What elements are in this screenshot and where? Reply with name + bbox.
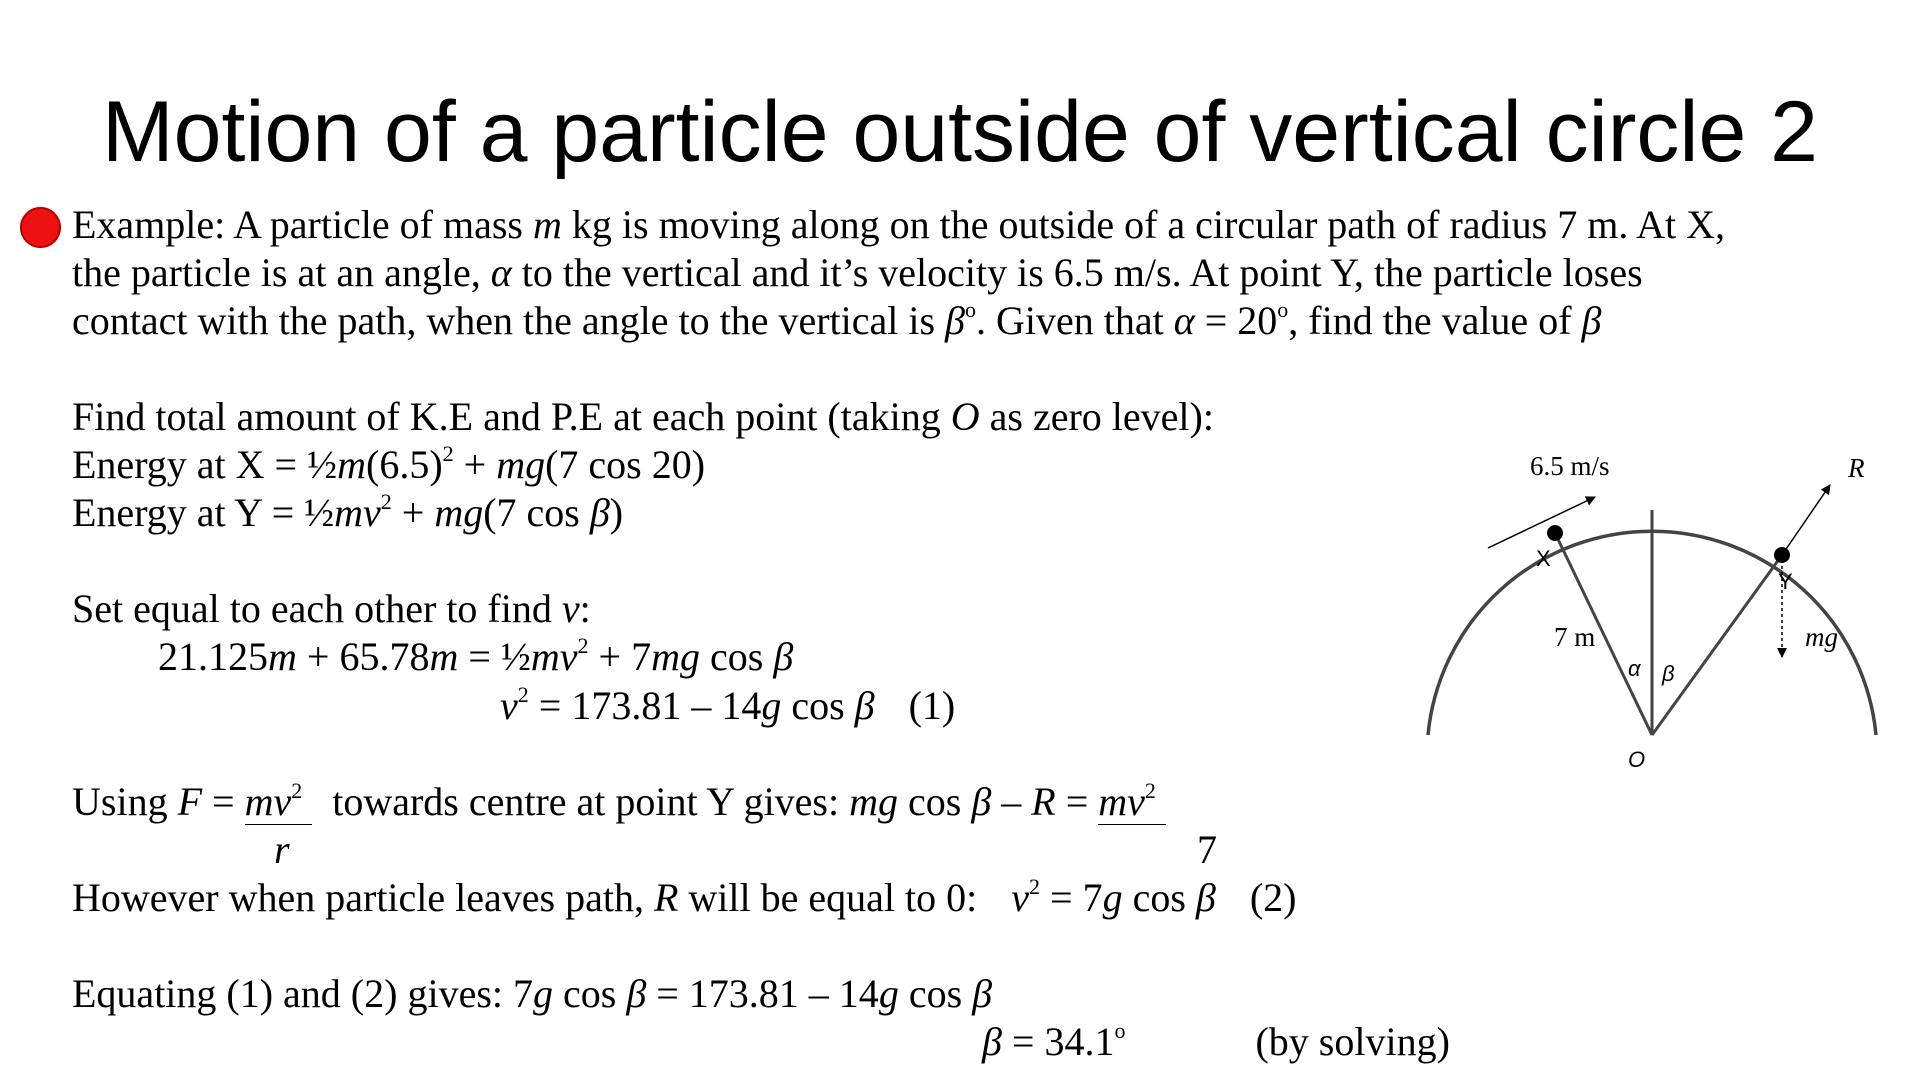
bullet-dot	[20, 207, 61, 248]
reaction-arrow	[1782, 485, 1830, 555]
velocity-label: 6.5 m/s	[1530, 451, 1610, 481]
radius-line-y	[1652, 555, 1782, 735]
by-solving-note: (by solving)	[1255, 1019, 1450, 1064]
energy-at-y: Energy at $Y = \frac{1}{2}mv^2 + mg(7$ cos β)	[72, 489, 624, 535]
point-y-label: Y	[1778, 569, 1793, 594]
equation-energy: $21.125m + 65.78m = \frac{1}{2}mv^2 + 7mg$ cos β	[158, 633, 794, 679]
fraction-numerator-r: $mv^2$	[245, 779, 313, 825]
equating-line: Equating (1) and (2) gives: 7g cos β = 173.81 – 14g cos β	[72, 971, 993, 1016]
set-equal-heading: Set equal to each other to find v:	[72, 586, 591, 631]
slide-title: Motion of a particle outside of vertical circle 2	[101, 84, 1818, 180]
point-x-label: X	[1536, 546, 1551, 571]
beta-label: β	[1662, 661, 1675, 686]
energy-heading: Find total amount of K.E and P.E at each point (taking O as zero level):	[72, 394, 1214, 439]
fraction-numerator-7: $mv^2$	[1098, 779, 1166, 825]
example-line-2: the particle is at an angle, α to the vertical and it’s velocity is 6.5 m/s. At point Y, the particle loses	[72, 250, 1643, 295]
circle-diagram	[1400, 445, 1900, 785]
equation-tag-2: (2)	[1249, 875, 1297, 920]
denominator-r: r	[274, 827, 290, 872]
equation-tag-1: (1)	[908, 683, 956, 728]
point-x-dot	[1547, 525, 1563, 541]
radius-label: 7 m	[1554, 622, 1596, 652]
example-line-3: contact with the path, when the angle to the vertical is $\beta^o$. Given that $\alpha = 20^o$, find the value of β	[72, 297, 1602, 343]
newton-line: Using $F = mv^2$ towards centre at point Y gives: mg $\cos \beta - R = mv^2$	[72, 778, 1166, 826]
velocity-arrow	[1488, 497, 1595, 548]
equation-1: $v^2 = 173.81 - 14g$ cos β (1)	[500, 682, 956, 728]
reaction-label: R	[1848, 453, 1865, 483]
result-line: $\beta = 34.1^o$ (by solving)	[982, 1018, 1450, 1064]
leaves-path-line: However when particle leaves path, R will be equal to 0: $v^2 = 7g$ cos β (2)	[72, 874, 1297, 920]
example-line-1: Example: A particle of mass m kg is moving along on the outside of a circular path of radius 7 m. At X,	[72, 202, 1726, 247]
denominator-7: 7	[1197, 827, 1217, 872]
point-y-dot	[1774, 547, 1790, 563]
centre-label: O	[1628, 747, 1646, 772]
alpha-label: α	[1628, 656, 1641, 681]
energy-at-x: Energy at $X = \frac{1}{2}m(6.5)^2 + mg(7$ cos 20)	[72, 441, 706, 487]
weight-label: mg	[1805, 622, 1838, 652]
